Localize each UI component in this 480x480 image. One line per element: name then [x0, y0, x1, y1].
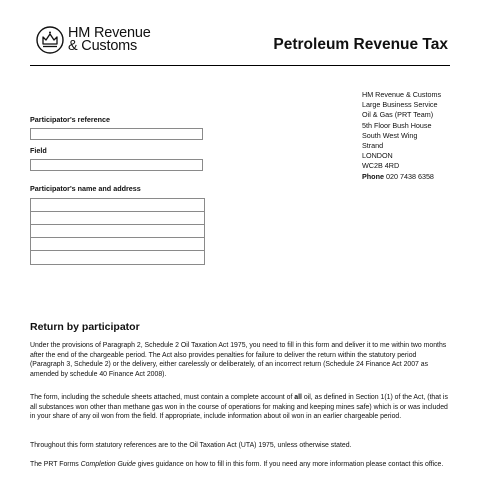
header-divider [30, 65, 450, 66]
name-address-line[interactable] [31, 199, 204, 212]
name-address-label: Participator's name and address [30, 184, 141, 193]
reference-label: Participator's reference [30, 115, 111, 124]
name-address-box [30, 198, 205, 265]
address-line: WC2B 4RD [362, 161, 400, 171]
address-line: Oil & Gas (PRT Team) [362, 110, 434, 120]
paragraph-4 [30, 460, 450, 470]
paragraph-2 [30, 393, 450, 422]
address-line: Strand [362, 141, 384, 151]
paragraph-4-start: The PRT Forms [30, 461, 81, 468]
phone-number: 020 7438 6358 [385, 171, 434, 181]
field-label: Field [30, 146, 47, 155]
crown-crest-icon [36, 26, 64, 54]
name-address-line[interactable] [31, 225, 204, 238]
paragraph-1: Under the provisions of Paragraph 2, Schedule 2 Oil Taxation Act 1975, you need to fill in this form and deliver it to me within two months after the end of the chargeable period. The Act also provides penalties for failure to deliver the return within the statutory period (Paragraph 3, Schedule 2) or the delivery, either carelessly or deliberately, of an incorrect return (Schedule 24 Finance Act 2007 as amended by schedule 40 Finance Act 2008). [30, 342, 447, 378]
phone-line [362, 172, 441, 182]
completion-guide-title: Completion Guide [80, 461, 136, 468]
phone-label: Phone [362, 171, 384, 181]
paragraph-2-end: oil, as defined in Section 1(1) of the Act, (that is all substances won other than methane gas won in the course of operations for making and keeping mines safe) which is or was included in your share of any oil won from the field. If appropriate, include information about oil won in an earlier chargeable period. [30, 394, 448, 421]
address-line: South West Wing [362, 130, 418, 140]
paragraph-3: Throughout this form statutory references are to the Oil Taxation Act (UTA) 1975, unless otherwise stated. [30, 442, 352, 449]
address-line: LONDON [362, 151, 393, 161]
address-line: 5th Floor Bush House [362, 120, 432, 130]
logo-line-1: HM Revenue [68, 25, 151, 41]
reference-field[interactable] [30, 128, 203, 140]
office-address [362, 90, 441, 182]
name-address-line[interactable] [31, 251, 204, 264]
paragraph-2-start: The form, including the schedule sheets attached, must contain a complete account of [30, 394, 295, 401]
paragraph-2-emphasis: all [294, 394, 302, 401]
paragraph-4-end: gives guidance on how to fill in this form. If you need any more information please contact this office. [135, 461, 444, 468]
address-line: Large Business Service [362, 100, 438, 110]
field-name-field[interactable] [30, 159, 203, 171]
logo-line-2: & Customs [68, 38, 138, 54]
section-heading: Return by participator [30, 321, 140, 333]
name-address-line[interactable] [31, 238, 204, 251]
address-line: HM Revenue & Customs [362, 90, 442, 99]
hmrc-logo [36, 26, 151, 54]
name-address-line[interactable] [31, 212, 204, 225]
page-title: Petroleum Revenue Tax [273, 36, 448, 53]
